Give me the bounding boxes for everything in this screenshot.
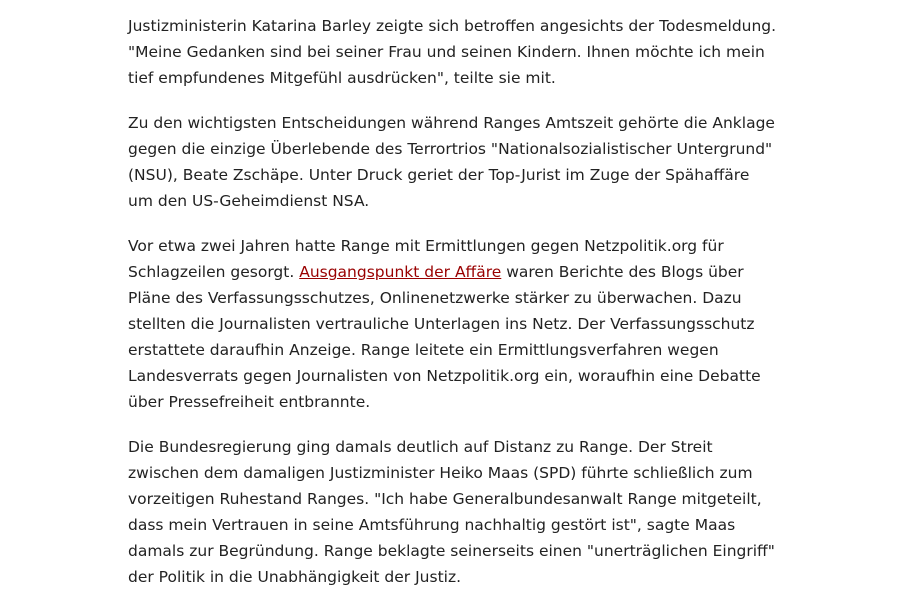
paragraph-text-after-link: waren Berichte des Blogs über Pläne des Verfassungsschutzes, Onlinenetzwerke stärker zu überwachen. Dazu stellten die Journalisten vertrauliche Unterlagen ins Netz. Der Verfassungsschutz erstattete daraufhin Anzeige. Range leitete ein Ermittlungsverfahren wegen Landesverrats gegen Journalisten von Netzpolitik.org ein, woraufhin eine Debatte über Pressefreiheit entbrannte. [128,263,761,411]
article-body [128,13,778,609]
paragraph-text-before-link: Vor etwa zwei Jahren hatte Range mit Ermittlungen gegen Netzpolitik.org für Schlagzeilen gesorgt. [128,237,724,281]
paragraph-bundesregierung: Die Bundesregierung ging damals deutlich auf Distanz zu Range. Der Streit zwischen dem damaligen Justizminister Heiko Maas (SPD) führte schließlich zum vorzeitigen Ruhestand Ranges. "Ich habe Generalbundesanwalt Range mitgeteilt, dass mein Vertrauen in seine Amtsführung nachhaltig gestört ist", sagte Maas damals zur Begründung. Range beklagte seinerseits einen "unerträglichen Eingriff" der Politik in die Unabhängigkeit der Justiz. [128,438,775,586]
link-ausgangspunkt-der-affaere[interactable]: Ausgangspunkt der Affäre [299,263,502,281]
paragraph-barley-statement: Justizministerin Katarina Barley zeigte sich betroffen angesichts der Todesmeldung. "Meine Gedanken sind bei seiner Frau und seinen Kindern. Ihnen möchte ich mein tief empfundenes Mitgefühl ausdrücken", teilte sie mit. [128,17,777,87]
paragraph-nsu-nsa: Zu den wichtigsten Entscheidungen während Ranges Amtszeit gehörte die Anklage gegen die einzige Überlebende des Terrortrios "Nationalsozialistischer Untergrund" (NSU), Beate Zschäpe. Unter Druck geriet der Top-Jurist im Zuge der Spähaffäre um den US-Geheimdienst NSA. [128,114,775,210]
paragraph-netzpolitik [128,233,778,415]
